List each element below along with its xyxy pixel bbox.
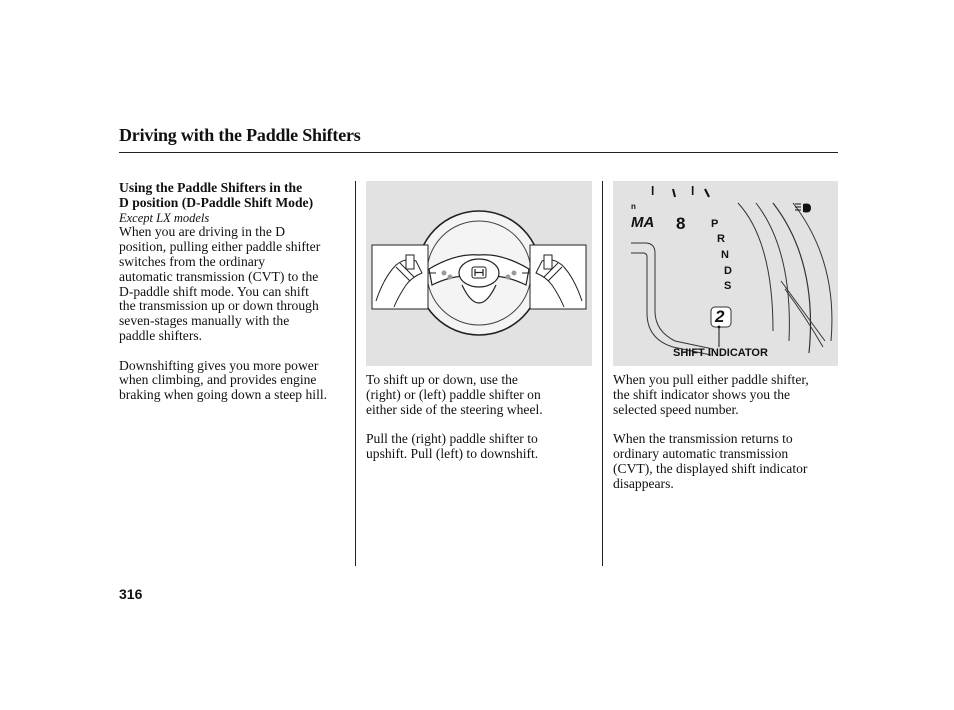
steering-wheel-illustration — [366, 181, 592, 366]
gear-letter-p: P — [711, 218, 719, 230]
text-line: seven-stages manually with the — [119, 313, 290, 329]
text-line: automatic transmission (CVT) to the — [119, 268, 319, 284]
svg-text:l: l — [691, 184, 695, 198]
text-line: (right) or (left) paddle shifter on — [366, 386, 541, 402]
section-heading-line: D position (D-Paddle Shift Mode) — [119, 194, 314, 210]
text-line: the shift indicator shows you the — [613, 386, 791, 402]
model-note: Except LX models — [119, 210, 210, 225]
text-line: selected speed number. — [613, 401, 739, 417]
text-line: ordinary automatic transmission — [613, 445, 789, 461]
svg-text:n: n — [631, 202, 636, 211]
shift-indicator-label: SHIFT INDICATOR — [673, 347, 768, 359]
column-1 — [119, 181, 351, 403]
speed-digit: 8 — [676, 214, 686, 233]
text-line: braking when going down a steep hill. — [119, 387, 328, 403]
text-line: When you pull either paddle shifter, — [613, 372, 809, 387]
paragraph — [119, 359, 351, 403]
text-line: either side of the steering wheel. — [366, 401, 543, 417]
text-line: switches from the ordinary — [119, 253, 266, 269]
text-line: (CVT), the displayed shift indicator — [613, 460, 808, 476]
text-line: Pull the (right) paddle shifter to — [366, 431, 538, 447]
text-line: D-paddle shift mode. You can shift — [119, 283, 309, 299]
column-3 — [613, 373, 843, 491]
text-line: When the transmission returns to — [613, 431, 793, 447]
column-divider-1 — [355, 181, 356, 566]
shift-number: 2 — [715, 307, 725, 326]
svg-text:l: l — [651, 184, 655, 198]
text-line: when climbing, and provides engine — [119, 372, 317, 388]
paragraph — [366, 432, 596, 462]
paragraph — [613, 432, 843, 491]
column-2 — [366, 373, 596, 462]
steering-wheel-figure — [366, 181, 592, 366]
text-line: Downshifting gives you more power — [119, 357, 319, 373]
text-line: To shift up or down, use the — [366, 372, 518, 387]
shift-indicator-figure — [613, 181, 838, 366]
svg-text:MA: MA — [631, 214, 655, 231]
text-line: the transmission up or down through — [119, 298, 319, 314]
page-title: Driving with the Paddle Shifters — [119, 125, 361, 145]
text-line: upshift. Pull (left) to downshift. — [366, 445, 539, 461]
gear-letter-n: N — [721, 249, 729, 261]
gear-letter-d: D — [724, 265, 732, 277]
section-heading — [119, 181, 351, 211]
section-heading-line: Using the Paddle Shifters in the — [119, 180, 303, 195]
paragraph — [613, 373, 843, 417]
page-number: 316 — [119, 586, 143, 602]
gear-letter-s: S — [724, 280, 732, 292]
column-divider-2 — [602, 181, 603, 566]
text-line: paddle shifters. — [119, 327, 203, 343]
gear-letter-r: R — [717, 233, 725, 245]
text-line: position, pulling either paddle shifter — [119, 239, 321, 255]
text-line: When you are driving in the D — [119, 224, 286, 240]
text-line: disappears. — [613, 475, 674, 491]
paragraph — [119, 225, 351, 343]
title-rule — [119, 152, 838, 153]
paragraph — [366, 373, 596, 417]
